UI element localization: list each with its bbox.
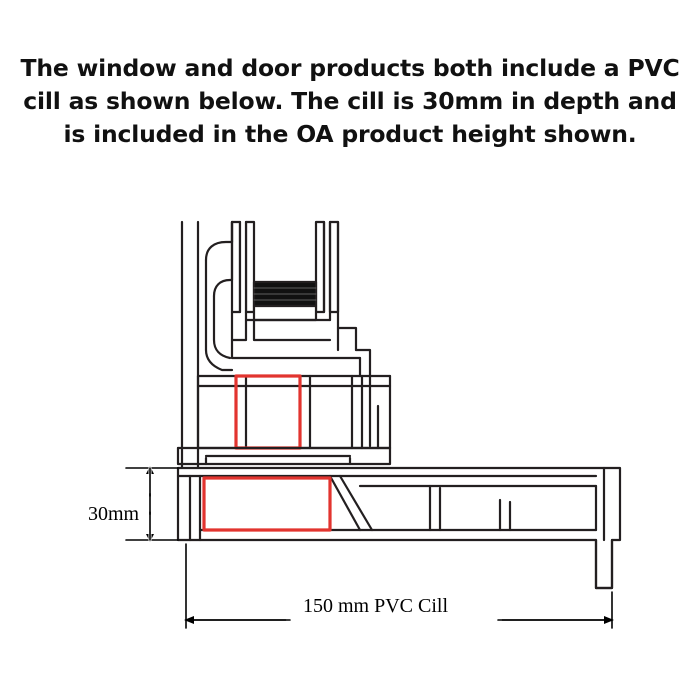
glass-spacer-gasket <box>254 282 316 320</box>
dimension-label-width: 150 mm PVC Cill <box>303 595 449 617</box>
dimension-label-height: 30mm <box>88 503 140 525</box>
frame-chambers <box>198 376 390 448</box>
outer-frame-profile <box>182 222 232 468</box>
page-caption: The window and door products both include a PVC cill as shown below. The cill is 30mm in depth and is included in the OA product height shown. <box>20 54 680 148</box>
frame-base <box>178 406 390 464</box>
pvc-cill-body <box>178 468 620 588</box>
cill-cross-section-diagram <box>0 200 700 670</box>
